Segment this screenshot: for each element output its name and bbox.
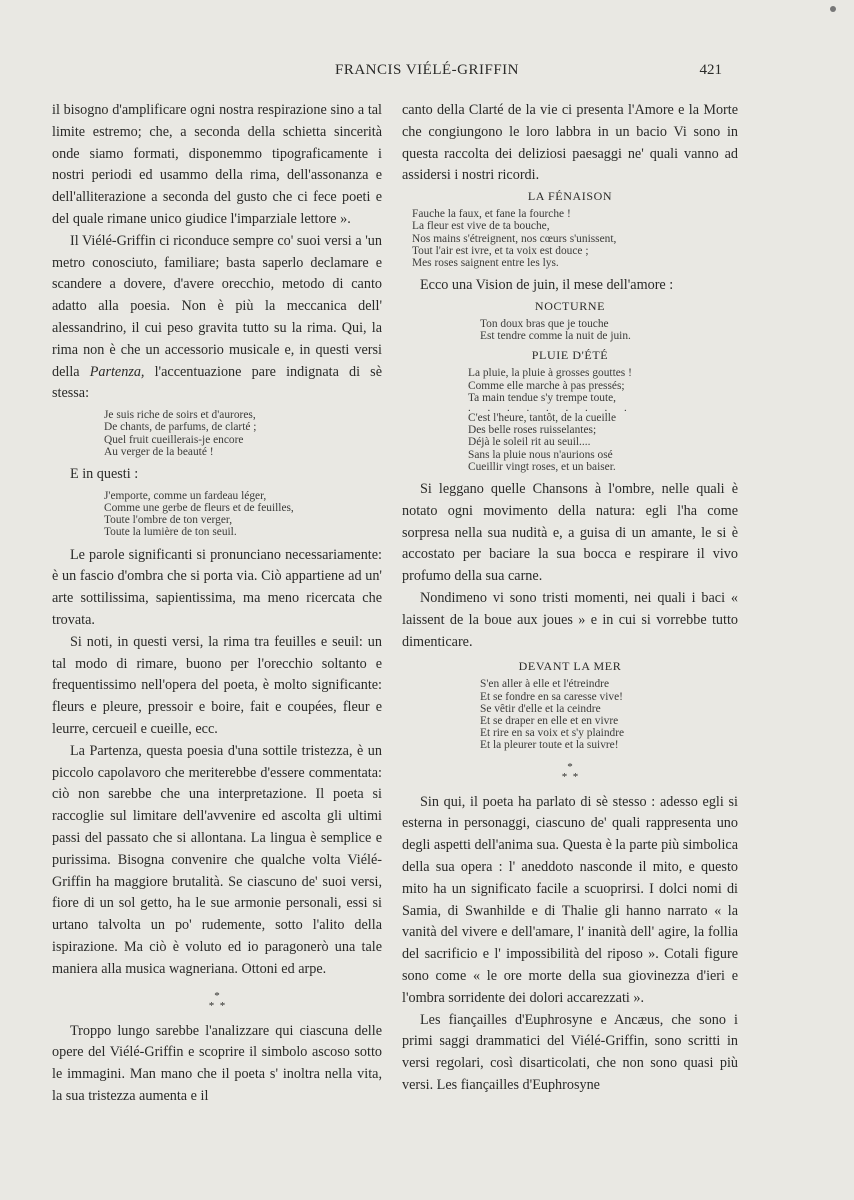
paragraph: Ecco una Vision de juin, il mese dell'amore : bbox=[420, 277, 674, 294]
verse-line: Je suis riche de soirs et d'aurores, bbox=[104, 409, 256, 422]
paragraph: Nondimeno vi sono tristi momenti, nei quali i baci « laissent de la boue aux joues » e in cui si vorrebbe tutto dimenticare. bbox=[402, 590, 738, 650]
section-asterism: * * * bbox=[208, 989, 226, 1012]
poem-title: DEVANT LA MER bbox=[518, 659, 622, 674]
left-column bbox=[52, 100, 382, 1108]
paragraph: E in questi : bbox=[70, 465, 139, 482]
verse-line: Sans la pluie nous n'aurions osé bbox=[468, 448, 613, 461]
section-asterism: * * * bbox=[561, 760, 579, 783]
verse-block bbox=[52, 490, 382, 539]
poem-title: NOCTURNE bbox=[534, 299, 606, 313]
paragraph: il bisogno d'amplificare ogni nostra respirazione sino a tal limite estremo; che, a seconda della schietta sincerità onde siamo formati, disponemmo tipograficamente i nostri periodi ed usammo della rima, dell'assonanza e dell'alliterazione a seconda del gusto che ci fece poeti e del quale rimane unico giudice l'imparziale lettore ». bbox=[52, 102, 382, 227]
paragraph: Sin qui, il poeta ha parlato di sè stesso : adesso egli si esterna in personaggi, ciascuno de' quali rappresenta uno degli aspetti dell'anima sua. Questa è la parte più simbolica della sua opera : l' aneddoto nasconde il mito, e questo mito ha un significato facile a scuoprirsi. I dolci nomi di Samia, di Swanhilde e di Thalie gli hanno narrato « la vanità del vivere e dell'amare, l' inanità dell' agire, la follia del sacrificio e l' impossibilità del riposo ». Cotali figure sono come « le ore morte della sua giovinezza d'ieri e l'ombra sorridente dei dolori accarezzati ». bbox=[402, 793, 738, 1006]
paragraph: canto della Clarté de la vie ci presenta l'Amore e la Morte che congiungono le loro labbra in un bacio Vi sono in questa raccolta dei deliziosi paesaggi ne' quali vanno ad assidersi i nostri ricordi. bbox=[402, 102, 738, 184]
verse-line: De chants, de parfums, de clarté ; bbox=[104, 421, 257, 434]
paragraph: Si leggano quelle Chansons à l'ombre, nelle quali è notato ogni movimento della natura: egli l'ha come sorpresa nella sua nudità e, a guisa di un amante, le si è accostato per baciare la sua bocca e respirare il vivo profumo della sua carne. bbox=[402, 481, 738, 585]
verse-line: La pluie, la pluie à grosses gouttes ! bbox=[468, 367, 632, 380]
verse-line: J'emporte, comme un fardeau léger, bbox=[104, 489, 267, 502]
verse-block bbox=[52, 409, 382, 458]
verse-line: Et la pleurer toute et la suivre! bbox=[480, 739, 619, 752]
poem-title: LA FÉNAISON bbox=[527, 189, 613, 204]
verse-block bbox=[402, 678, 738, 751]
running-header: FRANCIS VIÉLÉ-GRIFFIN bbox=[335, 62, 519, 78]
poem-title: PLUIE D'ÉTÉ bbox=[531, 348, 609, 363]
verse-line: Cueillir vingt roses, et un baiser. bbox=[468, 460, 616, 473]
verse-line: Et rire en sa voix et s'y plaindre bbox=[480, 727, 625, 740]
verse-line: Déjà le soleil rit au seuil.... bbox=[468, 436, 591, 449]
verse-line: Au verger de la beauté ! bbox=[104, 445, 214, 458]
paragraph: Il Viélé-Griffin ci riconduce sempre co' suoi versi a 'un metro conosciuto, familiare; basta saperlo declamare e scandere a dovere, d'avere orecchio, metodo di canto adatto alla poesia. Non è più la meccanica dell' alessandrino, il cui peso gravita tutto su la rima. Qui, la rima non è che un accessorio musicale e, in questi versi della Partenza, l'accentuazione pare indignata di sè stessa: bbox=[52, 232, 382, 402]
verse-line: C'est l'heure, tantôt, de la cueille bbox=[468, 412, 617, 425]
verse-line: Quel fruit cueillerais-je encore bbox=[104, 433, 244, 446]
verse-line: Tout l'air est ivre, et ta voix est douce ; bbox=[412, 244, 589, 257]
page-number: 421 bbox=[699, 62, 722, 78]
verse-line: Et se fondre en sa caresse vive! bbox=[480, 690, 623, 703]
verse-line: Comme une gerbe de fleurs et de feuilles, bbox=[104, 501, 294, 514]
paragraph: La Partenza, questa poesia d'una sottile tristezza, è un piccolo capolavoro che meriterebbe d'essere commentata: ciò non sarebbe che una interpretazione. Il poeta si raccoglie sul limitare dell'avvenire ed ascolta gli ultimi passi del passato che si allontana. La lingua è semplice e purissima. Bisogna convenire che qualche volta Viélé-Griffin ha maggiore brutalità. Se ciascuno de' suoi versi, fiore di un sol getto, ha le sue armonie personali, essi si urtano talvolta un po' rudemente, sotto l'alito della ispirazione. Ma ciò è voluto ed io paragonerò una tale maniera alla musica wagneriana. Ottoni ed arpe. bbox=[52, 742, 382, 977]
paragraph: Troppo lungo sarebbe l'analizzare qui ciascuna delle opere del Viélé-Griffin e scoprire il simbolo ascoso sotto le immagini. Man mano che il poeta s' inoltra nella vita, la sua tristezza aumenta e il bbox=[52, 1022, 382, 1104]
verse-line: Ta main tendue s'y trempe toute, bbox=[468, 391, 617, 404]
right-column bbox=[402, 100, 738, 1097]
verse-line: La fleur est vive de ta bouche, bbox=[412, 220, 550, 233]
verse-line: Comme elle marche à pas pressés; bbox=[468, 379, 625, 392]
verse-line: Mes roses saignent entre les lys. bbox=[412, 257, 559, 269]
paragraph: Si noti, in questi versi, la rima tra feuilles e seuil: un tal modo di rimare, buono per l'orecchio soltanto e frequentissimo nell'opera del poeta, è molto significante: fleurs e pleure, pressoir e boire, fait e coupées, fleur e leurre, cercueil e cueille, ecc. bbox=[52, 633, 382, 737]
verse-block bbox=[402, 208, 738, 269]
verse-line: Se vêtir d'elle et la ceindre bbox=[480, 702, 601, 715]
verse-line: Et se draper en elle et en vivre bbox=[480, 715, 619, 728]
verse-line: Est tendre comme la nuit de juin. bbox=[480, 330, 631, 343]
paragraph: Les fiançailles d'Euphrosyne e Ancæus, che sono i primi saggi drammatici del Viélé-Griffin, sono scritti in versi regolari, così disarticolati, che non sono quasi più versi. Les fiançailles d'Euphrosyne bbox=[402, 1011, 738, 1093]
verse-line: Toute la lumière de ton seuil. bbox=[104, 526, 237, 539]
verse-block bbox=[402, 318, 738, 342]
corner-dot bbox=[830, 6, 836, 12]
verse-line: S'en aller à elle et l'étreindre bbox=[480, 678, 610, 691]
ellipsis-line: . . . . . . . . . bbox=[468, 402, 634, 415]
verse-line: Fauche la faux, et fane la fourche ! bbox=[412, 208, 571, 221]
verse-line: Nos mains s'étreignent, nos cœurs s'unissent, bbox=[412, 232, 617, 245]
verse-line: Toute l'ombre de ton verger, bbox=[104, 514, 233, 527]
verse-block bbox=[402, 367, 738, 473]
verse-line: Des belle roses ruisselantes; bbox=[468, 424, 597, 437]
verse-line: Ton doux bras que je touche bbox=[480, 318, 609, 330]
paragraph: Le parole significanti si pronunciano necessariamente: è un fascio d'ombra che si porta via. Ciò appartiene ad un' arte sottilissima, sapientissima, ma meno ricercata che trovata. bbox=[52, 546, 382, 628]
